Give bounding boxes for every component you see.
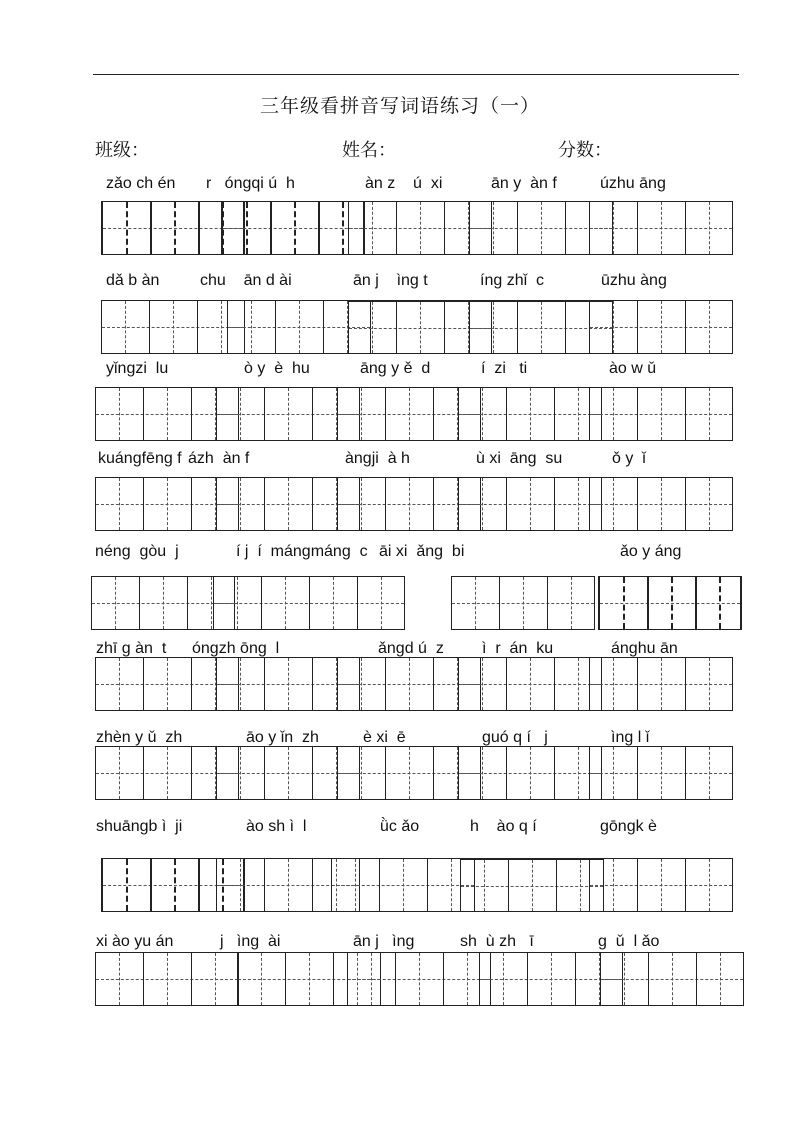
cell-midline-vertical <box>661 301 662 353</box>
cell-divider <box>385 388 386 440</box>
writing-box[interactable] <box>598 576 742 630</box>
cell-divider <box>427 859 428 911</box>
pinyin-prompt: yǐngzi lu <box>106 360 169 377</box>
cell-midline-vertical <box>503 953 504 1005</box>
cell-divider <box>444 202 445 254</box>
cell-divider <box>508 860 509 911</box>
writing-box[interactable] <box>95 952 239 1006</box>
cell-divider <box>261 577 262 629</box>
cell-midline-vertical <box>251 301 252 353</box>
cell-midline-vertical <box>578 478 579 530</box>
writing-box[interactable] <box>458 387 602 441</box>
pinyin-prompt: íng zhǐ c <box>480 272 545 289</box>
pinyin-prompt: chu ān d ài <box>200 272 292 289</box>
cell-midline-vertical <box>709 478 710 530</box>
cell-midline-vertical <box>299 301 300 353</box>
pinyin-prompt: j ìng ài <box>220 933 281 950</box>
cell-divider <box>575 953 576 1005</box>
cell-midline-vertical <box>288 747 289 799</box>
cell-divider <box>312 747 313 799</box>
cell-midline-vertical <box>126 202 128 254</box>
cell-divider <box>506 478 507 530</box>
pinyin-prompt: xi ào yu án <box>96 933 174 950</box>
cell-divider <box>264 388 265 440</box>
writing-box[interactable] <box>458 746 602 800</box>
cell-divider <box>499 577 500 629</box>
writing-box[interactable] <box>589 300 733 354</box>
pinyin-prompt: zhèn y ǔ zh <box>96 729 183 746</box>
cell-divider <box>685 747 686 799</box>
cell-midline-vertical <box>661 859 662 911</box>
cell-midline-vertical <box>530 658 531 710</box>
cell-divider <box>333 953 334 1005</box>
pinyin-prompt: r óngqi ú h <box>206 175 295 192</box>
cell-midline-vertical <box>578 388 579 440</box>
cell-midline-vertical <box>119 747 120 799</box>
cell-midline-vertical <box>409 658 410 710</box>
cell-midline-vertical <box>613 301 614 353</box>
cell-divider <box>264 478 265 530</box>
cell-midline-vertical <box>482 388 483 440</box>
cell-divider <box>318 202 320 254</box>
cell-divider <box>554 747 555 799</box>
cell-divider <box>506 388 507 440</box>
cell-midline-vertical <box>571 577 572 629</box>
cell-midline-vertical <box>294 202 296 254</box>
cell-divider <box>385 478 386 530</box>
cell-midline-vertical <box>420 302 421 353</box>
cell-midline-vertical <box>355 859 356 911</box>
cell-midline-vertical <box>167 953 168 1005</box>
pinyin-prompt: ǎo y áng <box>620 543 682 560</box>
cell-midline-vertical <box>719 577 721 629</box>
cell-divider <box>385 658 386 710</box>
pinyin-prompt: ào sh ì l <box>246 818 307 835</box>
cell-midline-vertical <box>671 577 673 629</box>
cell-divider <box>143 478 144 530</box>
cell-midline-vertical <box>709 747 710 799</box>
cell-divider <box>685 388 686 440</box>
pinyin-prompt: ì r án ku <box>482 640 554 657</box>
cell-midline-vertical <box>530 478 531 530</box>
cell-divider <box>323 301 324 353</box>
cell-divider <box>191 747 192 799</box>
cell-divider <box>379 859 380 911</box>
pinyin-prompt: àn z ú xi <box>365 175 443 192</box>
writing-box[interactable] <box>451 576 595 630</box>
cell-midline-vertical <box>167 478 168 530</box>
pinyin-prompt: úzhu āng <box>600 175 666 192</box>
cell-divider <box>433 388 434 440</box>
cell-midline-vertical <box>661 658 662 710</box>
cell-divider <box>685 478 686 530</box>
cell-midline-vertical <box>361 747 362 799</box>
pinyin-prompt: óngzh ōng l <box>192 640 280 657</box>
cell-midline-vertical <box>167 658 168 710</box>
cell-midline-vertical <box>240 747 241 799</box>
pinyin-prompt: ù xi āng su <box>476 450 563 467</box>
cell-midline-vertical <box>342 202 344 254</box>
cell-divider <box>312 388 313 440</box>
cell-midline-vertical <box>167 747 168 799</box>
cell-divider <box>270 202 272 254</box>
cell-midline-vertical <box>661 388 662 440</box>
writing-box[interactable] <box>589 477 733 531</box>
cell-midline-vertical <box>419 953 420 1005</box>
cell-divider <box>396 302 397 353</box>
cell-midline-vertical <box>709 301 710 353</box>
cell-midline-vertical <box>309 953 310 1005</box>
pinyin-prompt: zhī g àn t <box>96 640 167 657</box>
cell-divider <box>685 658 686 710</box>
cell-divider <box>648 953 649 1005</box>
cell-midline-vertical <box>240 859 241 911</box>
name-field-label: 姓名： <box>342 140 396 161</box>
cell-divider <box>396 202 397 254</box>
cell-midline-vertical <box>613 202 614 254</box>
cell-divider <box>395 953 396 1005</box>
cell-midline-vertical <box>532 860 533 911</box>
pinyin-prompt: āng y ě d <box>360 360 431 377</box>
cell-midline-vertical <box>409 747 410 799</box>
writing-box[interactable] <box>589 858 733 912</box>
cell-midline-vertical <box>451 859 452 911</box>
cell-divider <box>444 302 445 353</box>
cell-midline-vertical <box>484 860 485 911</box>
cell-divider <box>191 388 192 440</box>
cell-midline-vertical <box>709 388 710 440</box>
cell-midline-vertical <box>551 953 552 1005</box>
cell-midline-vertical <box>246 202 248 254</box>
score-field-label: 分数： <box>558 140 612 161</box>
writing-box[interactable] <box>589 201 733 255</box>
pinyin-prompt: zǎo ch én <box>106 175 176 192</box>
writing-box[interactable] <box>460 858 604 912</box>
pinyin-prompt: ò y è hu <box>244 360 310 377</box>
cell-midline-vertical <box>163 577 164 629</box>
cell-midline-vertical <box>409 478 410 530</box>
cell-midline-vertical <box>672 953 673 1005</box>
pinyin-prompt: ánghu ān <box>611 640 678 657</box>
cell-midline-vertical <box>541 302 542 353</box>
pinyin-prompt: è xi ē <box>363 729 406 746</box>
cell-midline-vertical <box>709 658 710 710</box>
pinyin-prompt: h ào q í <box>470 818 537 835</box>
cell-midline-vertical <box>126 859 128 911</box>
cell-divider <box>443 953 444 1005</box>
class-field-label: 班级： <box>95 140 149 161</box>
cell-midline-vertical <box>530 388 531 440</box>
writing-box[interactable] <box>458 657 602 711</box>
cell-divider <box>198 859 200 911</box>
cell-divider <box>637 747 638 799</box>
pinyin-prompt: ào w ǔ <box>609 360 657 377</box>
cell-midline-vertical <box>372 202 373 254</box>
pinyin-prompt: shuāngb ì ji <box>96 818 183 835</box>
cell-midline-vertical <box>493 302 494 353</box>
cell-divider <box>191 478 192 530</box>
writing-box[interactable] <box>331 858 475 912</box>
pinyin-prompt: āi xi ǎng bi <box>379 543 465 560</box>
cell-midline-vertical <box>167 388 168 440</box>
pinyin-prompt: ān j ìng t <box>353 272 428 289</box>
cell-divider <box>647 577 649 629</box>
pinyin-prompt: ázh àn f <box>188 450 250 467</box>
cell-midline-vertical <box>211 577 212 629</box>
cell-divider <box>309 577 310 629</box>
cell-midline-vertical <box>523 577 524 629</box>
cell-midline-vertical <box>613 478 614 530</box>
cell-divider <box>385 747 386 799</box>
writing-box[interactable] <box>589 746 733 800</box>
cell-divider <box>264 658 265 710</box>
cell-midline-vertical <box>240 388 241 440</box>
cell-divider <box>637 202 638 254</box>
cell-midline-vertical <box>530 747 531 799</box>
cell-divider <box>554 478 555 530</box>
cell-midline-vertical <box>661 747 662 799</box>
top-rule <box>93 74 739 75</box>
writing-box[interactable] <box>347 952 491 1006</box>
cell-divider <box>149 301 150 353</box>
cell-divider <box>187 577 188 629</box>
pinyin-prompt: í j í mángmáng c <box>236 543 368 560</box>
cell-divider <box>275 301 276 353</box>
cell-divider <box>357 577 358 629</box>
writing-box[interactable] <box>221 201 365 255</box>
cell-divider <box>143 953 144 1005</box>
pinyin-prompt: ǎngd ú z <box>378 640 444 657</box>
cell-divider <box>685 301 686 353</box>
cell-divider <box>637 301 638 353</box>
cell-midline-vertical <box>361 478 362 530</box>
cell-midline-vertical <box>482 747 483 799</box>
cell-midline-vertical <box>613 388 614 440</box>
cell-midline-vertical <box>361 388 362 440</box>
cell-midline-vertical <box>173 301 174 353</box>
cell-midline-vertical <box>661 202 662 254</box>
cell-midline-vertical <box>174 859 176 911</box>
cell-divider <box>565 202 566 254</box>
pinyin-prompt: kuángfēng f <box>98 450 182 467</box>
cell-divider <box>198 202 200 254</box>
cell-midline-vertical <box>119 658 120 710</box>
cell-midline-vertical <box>709 202 710 254</box>
cell-divider <box>556 860 557 911</box>
writing-box[interactable] <box>458 477 602 531</box>
pinyin-prompt: ǜc ǎo <box>380 818 420 835</box>
cell-midline-vertical <box>381 577 382 629</box>
writing-box[interactable] <box>600 952 744 1006</box>
cell-midline-vertical <box>613 747 614 799</box>
cell-midline-vertical <box>475 577 476 629</box>
cell-divider <box>685 202 686 254</box>
cell-midline-vertical <box>372 302 373 353</box>
cell-midline-vertical <box>237 577 238 629</box>
cell-midline-vertical <box>482 658 483 710</box>
cell-divider <box>696 953 697 1005</box>
pinyin-prompt: ìng l ǐ <box>611 729 650 746</box>
pinyin-prompt: ūzhu àng <box>601 272 667 289</box>
cell-midline-vertical <box>482 478 483 530</box>
cell-midline-vertical <box>115 577 116 629</box>
cell-divider <box>695 577 697 629</box>
cell-midline-vertical <box>403 859 404 911</box>
cell-divider <box>197 301 198 353</box>
cell-midline-vertical <box>493 202 494 254</box>
cell-midline-vertical <box>467 953 468 1005</box>
cell-midline-vertical <box>215 953 216 1005</box>
cell-divider <box>637 658 638 710</box>
cell-divider <box>312 859 313 911</box>
cell-divider <box>547 577 548 629</box>
cell-divider <box>565 302 566 353</box>
cell-divider <box>191 953 192 1005</box>
cell-divider <box>139 577 140 629</box>
cell-divider <box>554 658 555 710</box>
page-title: 三年级看拼音写词语练习（一） <box>259 95 540 117</box>
cell-divider <box>517 302 518 353</box>
cell-midline-vertical <box>125 301 126 353</box>
cell-divider <box>285 953 286 1005</box>
cell-midline-vertical <box>709 859 710 911</box>
cell-divider <box>150 202 152 254</box>
cell-midline-vertical <box>240 658 241 710</box>
pinyin-prompt: ān y àn f <box>491 175 557 192</box>
cell-midline-vertical <box>288 658 289 710</box>
pinyin-prompt: g ǔ l ǎo <box>598 933 660 950</box>
cell-divider <box>637 859 638 911</box>
cell-midline-vertical <box>623 577 625 629</box>
cell-midline-vertical <box>580 860 581 911</box>
cell-divider <box>433 747 434 799</box>
cell-midline-vertical <box>661 478 662 530</box>
cell-midline-vertical <box>119 388 120 440</box>
cell-midline-vertical <box>720 953 721 1005</box>
cell-midline-vertical <box>119 478 120 530</box>
cell-midline-vertical <box>420 202 421 254</box>
cell-midline-vertical <box>288 478 289 530</box>
cell-divider <box>527 953 528 1005</box>
cell-divider <box>312 658 313 710</box>
cell-midline-vertical <box>613 658 614 710</box>
pinyin-prompt: dǎ b àn <box>106 272 160 289</box>
pinyin-prompt: í zi ti <box>481 360 528 377</box>
cell-divider <box>264 859 265 911</box>
cell-divider <box>506 658 507 710</box>
cell-midline-vertical <box>285 577 286 629</box>
cell-divider <box>433 478 434 530</box>
writing-box[interactable] <box>589 387 733 441</box>
cell-midline-vertical <box>371 953 372 1005</box>
cell-midline-vertical <box>240 478 241 530</box>
cell-divider <box>637 478 638 530</box>
cell-midline-vertical <box>288 388 289 440</box>
writing-box[interactable] <box>589 657 733 711</box>
cell-divider <box>264 747 265 799</box>
writing-box[interactable] <box>213 576 405 630</box>
cell-midline-vertical <box>361 658 362 710</box>
cell-divider <box>433 658 434 710</box>
cell-divider <box>143 388 144 440</box>
pinyin-prompt: āo y ǐn zh <box>246 729 319 746</box>
cell-midline-vertical <box>221 301 222 353</box>
pinyin-prompt: gōngk è <box>600 818 657 835</box>
cell-divider <box>150 859 152 911</box>
cell-midline-vertical <box>333 577 334 629</box>
pinyin-prompt: sh ù zh ī <box>460 933 534 950</box>
cell-divider <box>685 859 686 911</box>
cell-midline-vertical <box>613 859 614 911</box>
cell-divider <box>554 388 555 440</box>
cell-divider <box>517 202 518 254</box>
pinyin-prompt: ān j ìng <box>353 933 415 950</box>
cell-midline-vertical <box>541 202 542 254</box>
cell-divider <box>143 658 144 710</box>
pinyin-prompt: ǒ y ǐ <box>612 450 646 467</box>
cell-midline-vertical <box>174 202 176 254</box>
writing-box[interactable] <box>101 300 245 354</box>
pinyin-prompt: àngji à h <box>345 450 410 467</box>
pinyin-prompt: néng gòu j <box>95 543 179 560</box>
cell-divider <box>143 747 144 799</box>
cell-divider <box>312 478 313 530</box>
cell-midline-vertical <box>578 747 579 799</box>
cell-midline-vertical <box>578 658 579 710</box>
cell-midline-vertical <box>261 953 262 1005</box>
cell-divider <box>191 658 192 710</box>
cell-divider <box>506 747 507 799</box>
cell-midline-vertical <box>288 859 289 911</box>
cell-midline-vertical <box>624 953 625 1005</box>
pinyin-prompt: guó q í j <box>482 729 548 746</box>
cell-divider <box>637 388 638 440</box>
cell-midline-vertical <box>409 388 410 440</box>
cell-midline-vertical <box>119 953 120 1005</box>
